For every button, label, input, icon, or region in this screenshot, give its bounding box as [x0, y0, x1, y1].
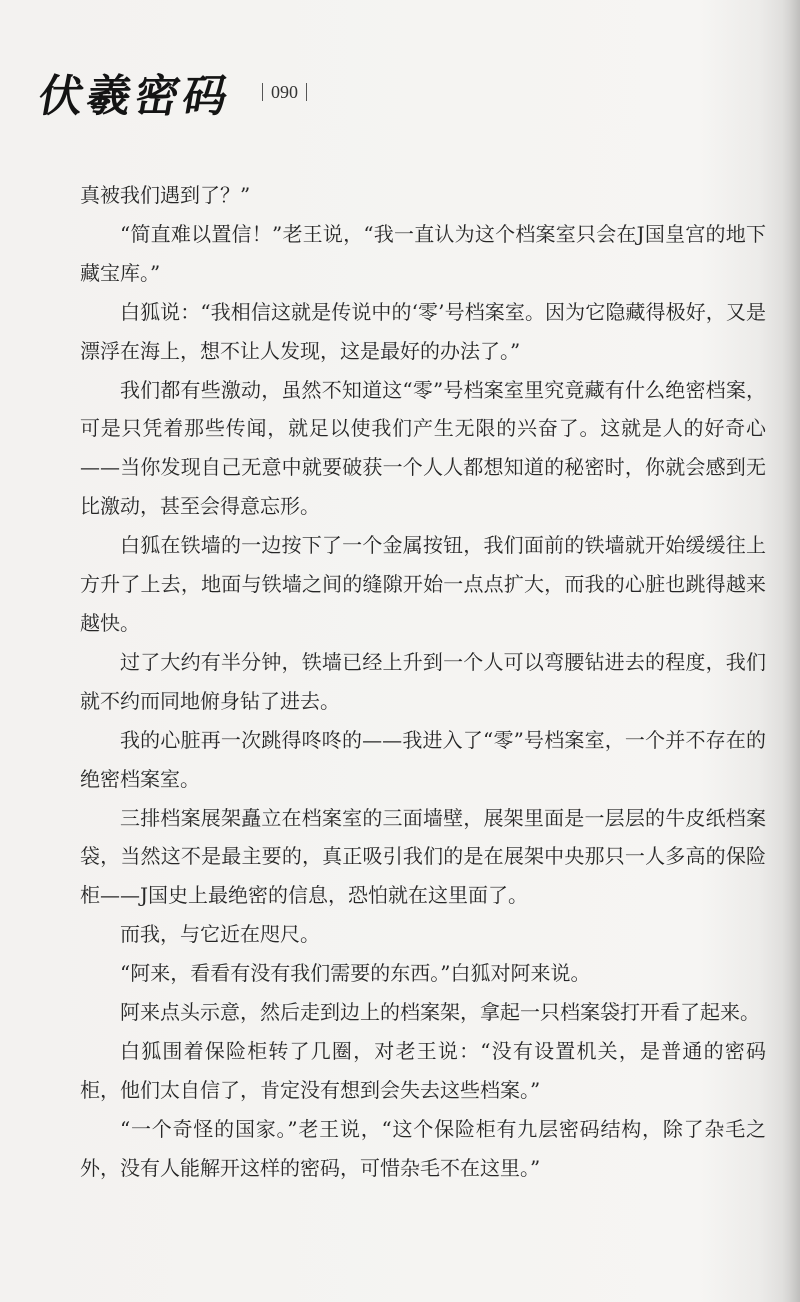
- book-title: 伏羲密码: [34, 71, 236, 122]
- page-edge-shadow: [782, 0, 800, 1302]
- paragraph: 我们都有些激动，虽然不知道这“零”号档案室里究竟藏有什么绝密档案，可是只凭着那些传闻，就足以使我们产生无限的兴奋了。这就是人的好奇心——当你发现自己无意中就要破获一个人人都想知道的秘密时，你就会感到无比激动，甚至会得意忘形。: [80, 377, 766, 519]
- page-header: [34, 62, 315, 122]
- paragraph: 三排档案展架矗立在档案室的三面墙壁，展架里面是一层层的牛皮纸档案袋，当然这不是最主要的，真正吸引我们的是在展架中央那只一人多高的保险柜——J国史上最绝密的信息，恐怕就在这里面了。: [80, 805, 766, 908]
- page-number-right-bar: [306, 83, 307, 101]
- page-number: [254, 82, 315, 103]
- paragraph: “简直难以置信！”老王说，“我一直认为这个档案室只会在J国皇宫的地下藏宝库。”: [80, 221, 766, 285]
- paragraph: 过了大约有半分钟，铁墙已经上升到一个人可以弯腰钻进去的程度，我们就不约而同地俯身钻了进去。: [80, 649, 766, 713]
- paragraph: 真被我们遇到了？”: [80, 183, 251, 207]
- body-text: [80, 176, 766, 1188]
- paragraph: 白狐在铁墙的一边按下了一个金属按钮，我们面前的铁墙就开始缓缓往上方升了上去，地面与铁墙之间的缝隙开始一点点扩大，而我的心脏也跳得越来越快。: [80, 533, 766, 635]
- page-number-left-bar: [262, 83, 263, 101]
- paragraph: “阿来，看看有没有我们需要的东西。”白狐对阿来说。: [120, 961, 591, 986]
- paragraph: 白狐说：“我相信这就是传说中的‘零’号档案室。因为它隐藏得极好，又是漂浮在海上，想不让人发现，这是最好的办法了。”: [80, 299, 766, 363]
- paragraph: 白狐围着保险柜转了几圈，对老王说：“没有设置机关，是普通的密码柜，他们太自信了，肯定没有想到会失去这些档案。”: [80, 1038, 766, 1102]
- paragraph: 而我，与它近在咫尺。: [120, 922, 320, 947]
- paragraph: 我的心脏再一次跳得咚咚的——我进入了“零”号档案室，一个并不存在的绝密档案室。: [80, 727, 766, 791]
- paragraph: “一个奇怪的国家。”老王说，“这个保险柜有九层密码结构，除了杂毛之外，没有人能解开这样的密码，可惜杂毛不在这里。”: [80, 1116, 766, 1180]
- paragraph: 阿来点头示意，然后走到边上的档案架，拿起一只档案袋打开看了起来。: [120, 1000, 760, 1025]
- page-number-value: 090: [271, 81, 298, 102]
